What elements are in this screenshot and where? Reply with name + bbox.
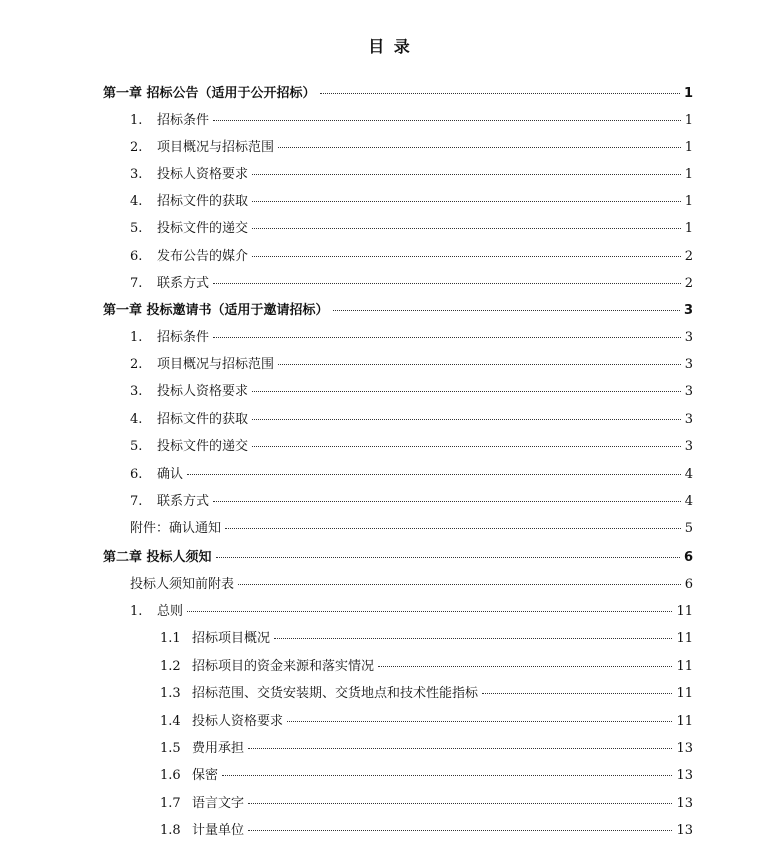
toc-entry-page-number: 5 xyxy=(684,521,693,536)
dot-leader xyxy=(216,557,680,558)
toc-entry-label: 投标人资格要求 xyxy=(192,714,284,729)
toc-entry-page-number: 1 xyxy=(684,194,693,209)
toc-entry-page-number: 3 xyxy=(683,303,693,318)
toc-entry-number: 1. xyxy=(130,330,143,345)
toc-entry-page-number: 1 xyxy=(684,140,693,155)
dot-leader xyxy=(187,474,681,475)
toc-entry-page-number: 6 xyxy=(684,577,693,592)
dot-leader xyxy=(252,201,681,202)
toc-entry-page-number: 3 xyxy=(684,357,693,372)
dot-leader xyxy=(222,775,672,776)
toc-entry-label: 语言文字 xyxy=(192,796,245,811)
toc-entry-label: 联系方式 xyxy=(157,276,210,291)
toc-entry[interactable] xyxy=(130,353,693,375)
toc-entry-page-number: 4 xyxy=(684,494,693,509)
dot-leader xyxy=(252,228,681,229)
toc-entry-number: 7. xyxy=(130,494,143,509)
toc-entry-label: 招标条件 xyxy=(157,113,210,128)
toc-entry[interactable] xyxy=(130,245,693,267)
toc-entry[interactable] xyxy=(160,764,693,786)
toc-entry-label: 投标人须知前附表 xyxy=(130,577,235,592)
toc-entry-number: 3. xyxy=(130,384,143,399)
toc-entry-label: 计量单位 xyxy=(192,823,245,838)
toc-entry-page-number: 11 xyxy=(676,631,693,646)
toc-entry-label: 投标人资格要求 xyxy=(157,167,249,182)
toc-entry[interactable] xyxy=(130,109,693,131)
toc-entry[interactable] xyxy=(160,737,693,759)
toc-entry[interactable] xyxy=(130,573,693,595)
toc-entry-number: 6. xyxy=(130,249,143,264)
toc-entry-number: 2. xyxy=(130,140,143,155)
toc-entry-page-number: 3 xyxy=(684,330,693,345)
toc-entry[interactable] xyxy=(130,326,693,348)
toc-entry[interactable] xyxy=(160,710,693,732)
toc-entry-label: 招标范围、交货安装期、交货地点和技术性能指标 xyxy=(192,686,479,701)
toc-entry-number: 1.5 xyxy=(160,741,181,756)
toc-entry[interactable] xyxy=(130,190,693,212)
dot-leader xyxy=(252,256,681,257)
dot-leader xyxy=(252,174,681,175)
toc-entry-page-number: 13 xyxy=(676,823,693,838)
toc-entry[interactable] xyxy=(130,517,693,539)
toc-entry-page-number: 11 xyxy=(676,604,693,619)
dot-leader xyxy=(320,93,680,94)
dot-leader xyxy=(225,528,681,529)
dot-leader xyxy=(287,721,672,722)
toc-entry[interactable] xyxy=(130,463,693,485)
toc-entry-page-number: 1 xyxy=(683,86,693,101)
toc-entry-number: 1. xyxy=(130,113,143,128)
toc-entry-number: 3. xyxy=(130,167,143,182)
dot-leader xyxy=(213,337,681,338)
dot-leader xyxy=(238,584,681,585)
toc-entry-label: 招标文件的获取 xyxy=(157,412,249,427)
toc-entry[interactable] xyxy=(130,272,693,294)
toc-entry-label: 第二章 投标人须知 xyxy=(103,550,212,565)
toc-entry-label: 投标文件的递交 xyxy=(157,221,249,236)
toc-entry-page-number: 1 xyxy=(684,113,693,128)
toc-entry[interactable] xyxy=(160,792,693,814)
dot-leader xyxy=(333,310,680,311)
toc-chapter-entry[interactable] xyxy=(103,546,693,568)
dot-leader xyxy=(248,830,672,831)
toc-entry-number: 5. xyxy=(130,439,143,454)
toc-entry-number: 7. xyxy=(130,276,143,291)
dot-leader xyxy=(248,748,672,749)
toc-entry[interactable] xyxy=(130,136,693,158)
toc-entry-page-number: 2 xyxy=(684,276,693,291)
dot-leader xyxy=(248,803,672,804)
toc-entry-page-number: 3 xyxy=(684,412,693,427)
dot-leader xyxy=(378,666,672,667)
toc-entry[interactable] xyxy=(160,819,693,841)
dot-leader xyxy=(213,501,681,502)
toc-entry-page-number: 11 xyxy=(676,659,693,674)
dot-leader xyxy=(482,693,672,694)
toc-entry-number: 2. xyxy=(130,357,143,372)
toc-entry-page-number: 1 xyxy=(684,167,693,182)
dot-leader xyxy=(187,611,672,612)
dot-leader xyxy=(278,147,681,148)
dot-leader xyxy=(213,120,681,121)
toc-entry-label: 投标文件的递交 xyxy=(157,439,249,454)
toc-entry-label: 招标项目的资金来源和落实情况 xyxy=(192,659,375,674)
dot-leader xyxy=(252,419,681,420)
toc-entry[interactable] xyxy=(160,682,693,704)
toc-entry-page-number: 13 xyxy=(676,796,693,811)
toc-entry-page-number: 13 xyxy=(676,741,693,756)
toc-entry[interactable] xyxy=(130,380,693,402)
toc-entry-label: 联系方式 xyxy=(157,494,210,509)
toc-entry-label: 第一章 投标邀请书（适用于邀请招标） xyxy=(103,303,329,318)
toc-entry-label: 第一章 招标公告（适用于公开招标） xyxy=(103,86,316,101)
dot-leader xyxy=(252,391,681,392)
toc-entry[interactable] xyxy=(130,490,693,512)
dot-leader xyxy=(213,283,681,284)
toc-entry[interactable] xyxy=(130,600,693,622)
toc-entry-label: 项目概况与招标范围 xyxy=(157,357,275,372)
toc-entry-page-number: 4 xyxy=(684,467,693,482)
toc-chapter-entry[interactable] xyxy=(103,82,693,104)
dot-leader xyxy=(274,638,672,639)
toc-entry[interactable] xyxy=(130,163,693,185)
dot-leader xyxy=(252,446,681,447)
page-title: 目 录 xyxy=(368,37,412,56)
toc-entry-number: 1.3 xyxy=(160,686,181,701)
toc-entry[interactable] xyxy=(160,655,693,677)
toc-entry-number: 1.2 xyxy=(160,659,181,674)
dot-leader xyxy=(278,364,681,365)
toc-entry-page-number: 6 xyxy=(683,550,693,565)
toc-entry-label: 保密 xyxy=(192,768,219,783)
toc-entry-number: 4. xyxy=(130,412,143,427)
toc-entry-number: 1.4 xyxy=(160,714,181,729)
toc-entry[interactable] xyxy=(160,627,693,649)
toc-entry-label: 招标项目概况 xyxy=(192,631,271,646)
toc-entry-number: 1.7 xyxy=(160,796,181,811)
toc-chapter-entry[interactable] xyxy=(103,299,693,321)
toc-entry-label: 发布公告的媒介 xyxy=(157,249,249,264)
toc-entry-number: 1.1 xyxy=(160,631,181,646)
toc-entry[interactable] xyxy=(130,408,693,430)
toc-entry-page-number: 2 xyxy=(684,249,693,264)
toc-entry-page-number: 3 xyxy=(684,439,693,454)
toc-entry-label: 招标条件 xyxy=(157,330,210,345)
toc-entry[interactable] xyxy=(130,217,693,239)
toc-entry-page-number: 11 xyxy=(676,714,693,729)
toc-entry-label: 总则 xyxy=(157,604,184,619)
toc-entry-page-number: 1 xyxy=(684,221,693,236)
toc-entry-page-number: 13 xyxy=(676,768,693,783)
toc-entry-page-number: 11 xyxy=(676,686,693,701)
toc-entry-number: 1.8 xyxy=(160,823,181,838)
toc-entry-page-number: 3 xyxy=(684,384,693,399)
toc-entry-label: 项目概况与招标范围 xyxy=(157,140,275,155)
toc-entry-label: 招标文件的获取 xyxy=(157,194,249,209)
toc-entry-label: 投标人资格要求 xyxy=(157,384,249,399)
toc-entry-number: 6. xyxy=(130,467,143,482)
toc-entry-number: 5. xyxy=(130,221,143,236)
toc-entry-number: 1. xyxy=(130,604,143,619)
toc-entry-number: 1.6 xyxy=(160,768,181,783)
toc-entry-label: 确认 xyxy=(157,467,184,482)
toc-entry-number: 4. xyxy=(130,194,143,209)
toc-entry[interactable] xyxy=(130,435,693,457)
toc-entry-label: 附件：确认通知 xyxy=(130,521,222,536)
toc-entry-label: 费用承担 xyxy=(192,741,245,756)
